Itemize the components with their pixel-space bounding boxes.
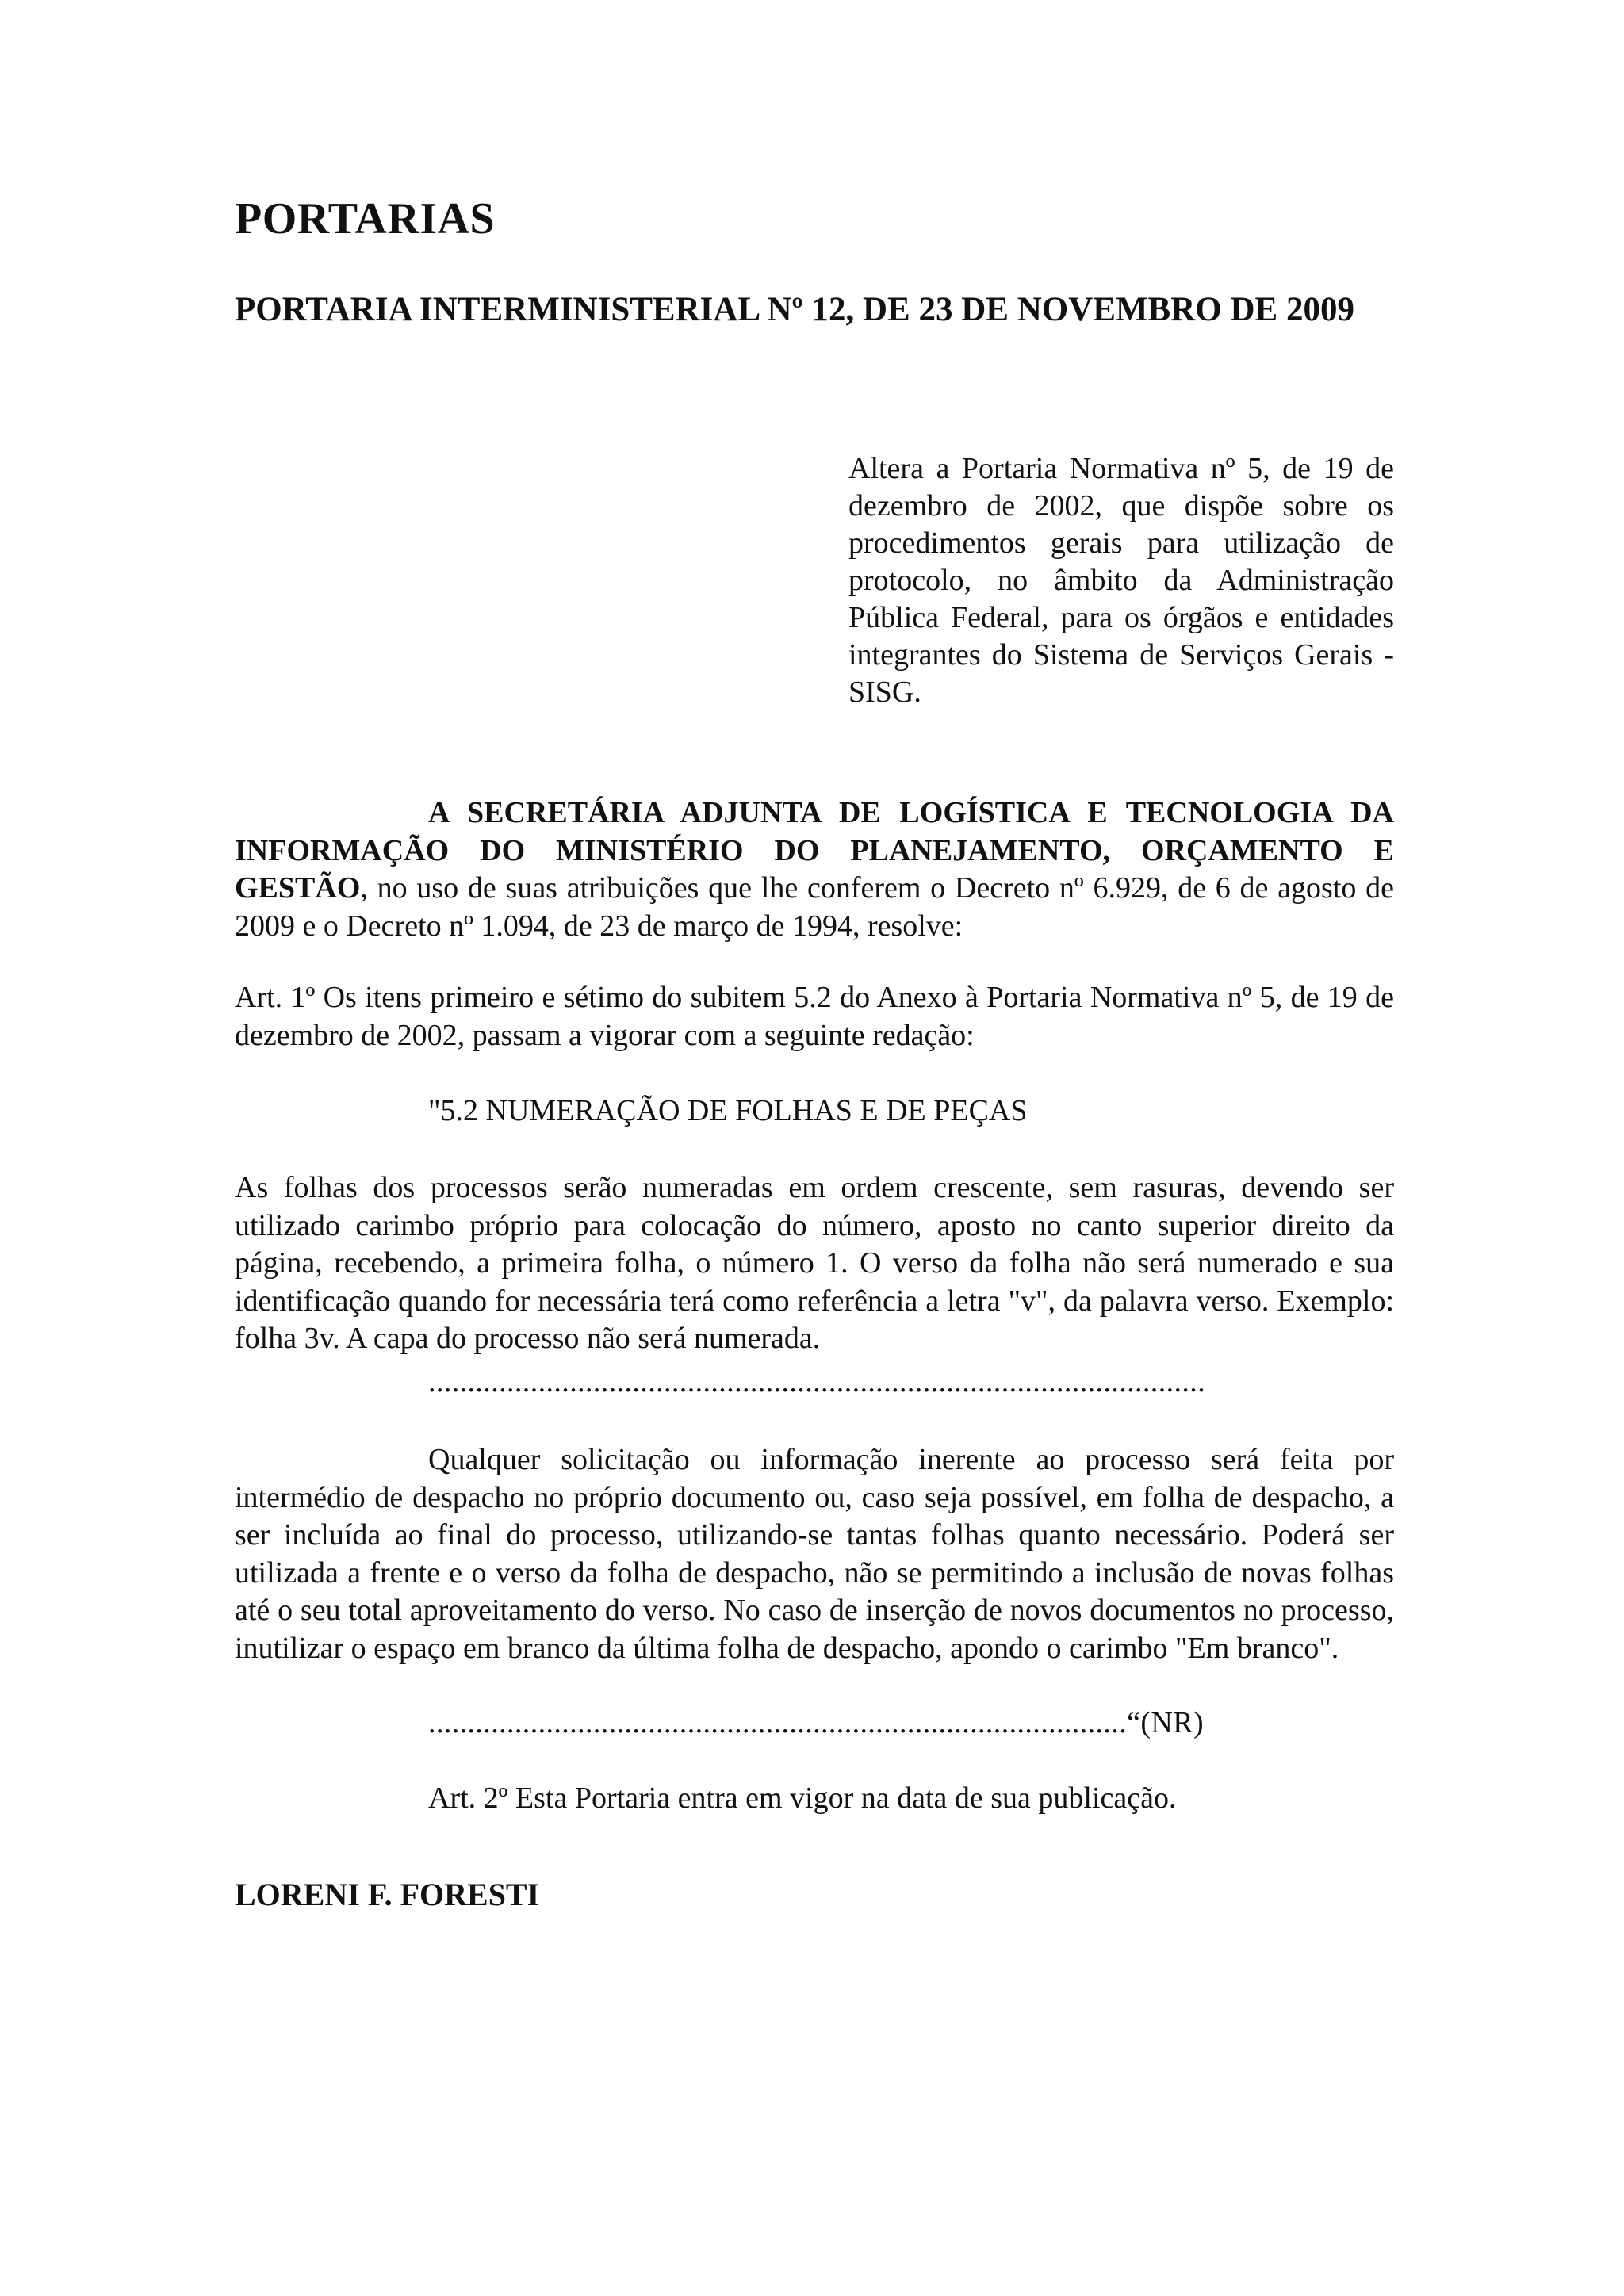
- preamble-authority: A SECRETÁRIA ADJUNTA DE LOGÍSTICA E TECNOLOGIA DA INFORMAÇÃO DO MINISTÉRIO DO PLANEJAMENTO, ORÇAMENTO E GESTÃO: [235, 796, 1394, 905]
- article-2: Art. 2º Esta Portaria entra em vigor na data de sua publicação.: [428, 1781, 1177, 1815]
- article-1: Art. 1º Os itens primeiro e sétimo do subitem 5.2 do Anexo à Portaria Normativa nº 5, de 19 de dezembro de 2002, passam a vigorar com a seguinte redação:: [235, 981, 1394, 1052]
- request-paragraph: Qualquer solicitação ou informação inerente ao processo será feita por intermédio de despacho no próprio documento ou, caso seja possível, em folha de despacho, a ser incluída ao final do processo, utilizando-se tantas folhas quanto necessário. Poderá ser utilizada a frente e o verso da folha de despacho, não se permitindo a inclusão de novas folhas até o seu total aproveitamento do verso. No caso de inserção de novos documentos no processo, inutilizar o espaço em branco da última folha de despacho, apondo o carimbo "Em branco".: [235, 1443, 1394, 1665]
- preamble-text: , no uso de suas atribuições que lhe conferem o Decreto nº 6.929, de 6 de agosto de 2009 e o Decreto nº 1.094, de 23 de março de 1994, resolve:: [235, 871, 1394, 943]
- subitem-heading: "5.2 NUMERAÇÃO DE FOLHAS E DE PEÇAS: [428, 1094, 1028, 1127]
- subitem-text: As folhas dos processos serão numeradas em ordem crescente, sem rasuras, devendo ser utilizado carimbo próprio para colocação do número, aposto no canto superior direito da página, recebendo, a primeira folha, o número 1. O verso da folha não será numerado e sua identificação quando for necessária terá como referência a letra "v", da palavra verso. Exemplo: folha 3v. A capa do processo não será numerada.: [235, 1171, 1394, 1355]
- signature: LORENI F. FORESTI: [235, 1877, 540, 1912]
- ementa: Altera a Portaria Normativa nº 5, de 19 de dezembro de 2002, que dispõe sobre os procedimentos gerais para utilização de protocolo, no âmbito da Administração Pública Federal, para os órgãos e entidades integrantes do Sistema de Serviços Gerais - SISG.: [848, 452, 1394, 709]
- preamble: [235, 794, 1394, 945]
- section-title: PORTARIAS: [235, 194, 496, 243]
- document-title: PORTARIA INTERMINISTERIAL Nº 12, DE 23 DE NOVEMBRO DE 2009: [235, 291, 1354, 328]
- ellipsis-nr-marker: .........................................................................................“(NR): [428, 1706, 1205, 1739]
- ellipsis-separator: ...................................................................................................: [428, 1365, 1206, 1399]
- document-page: [235, 0, 1394, 2296]
